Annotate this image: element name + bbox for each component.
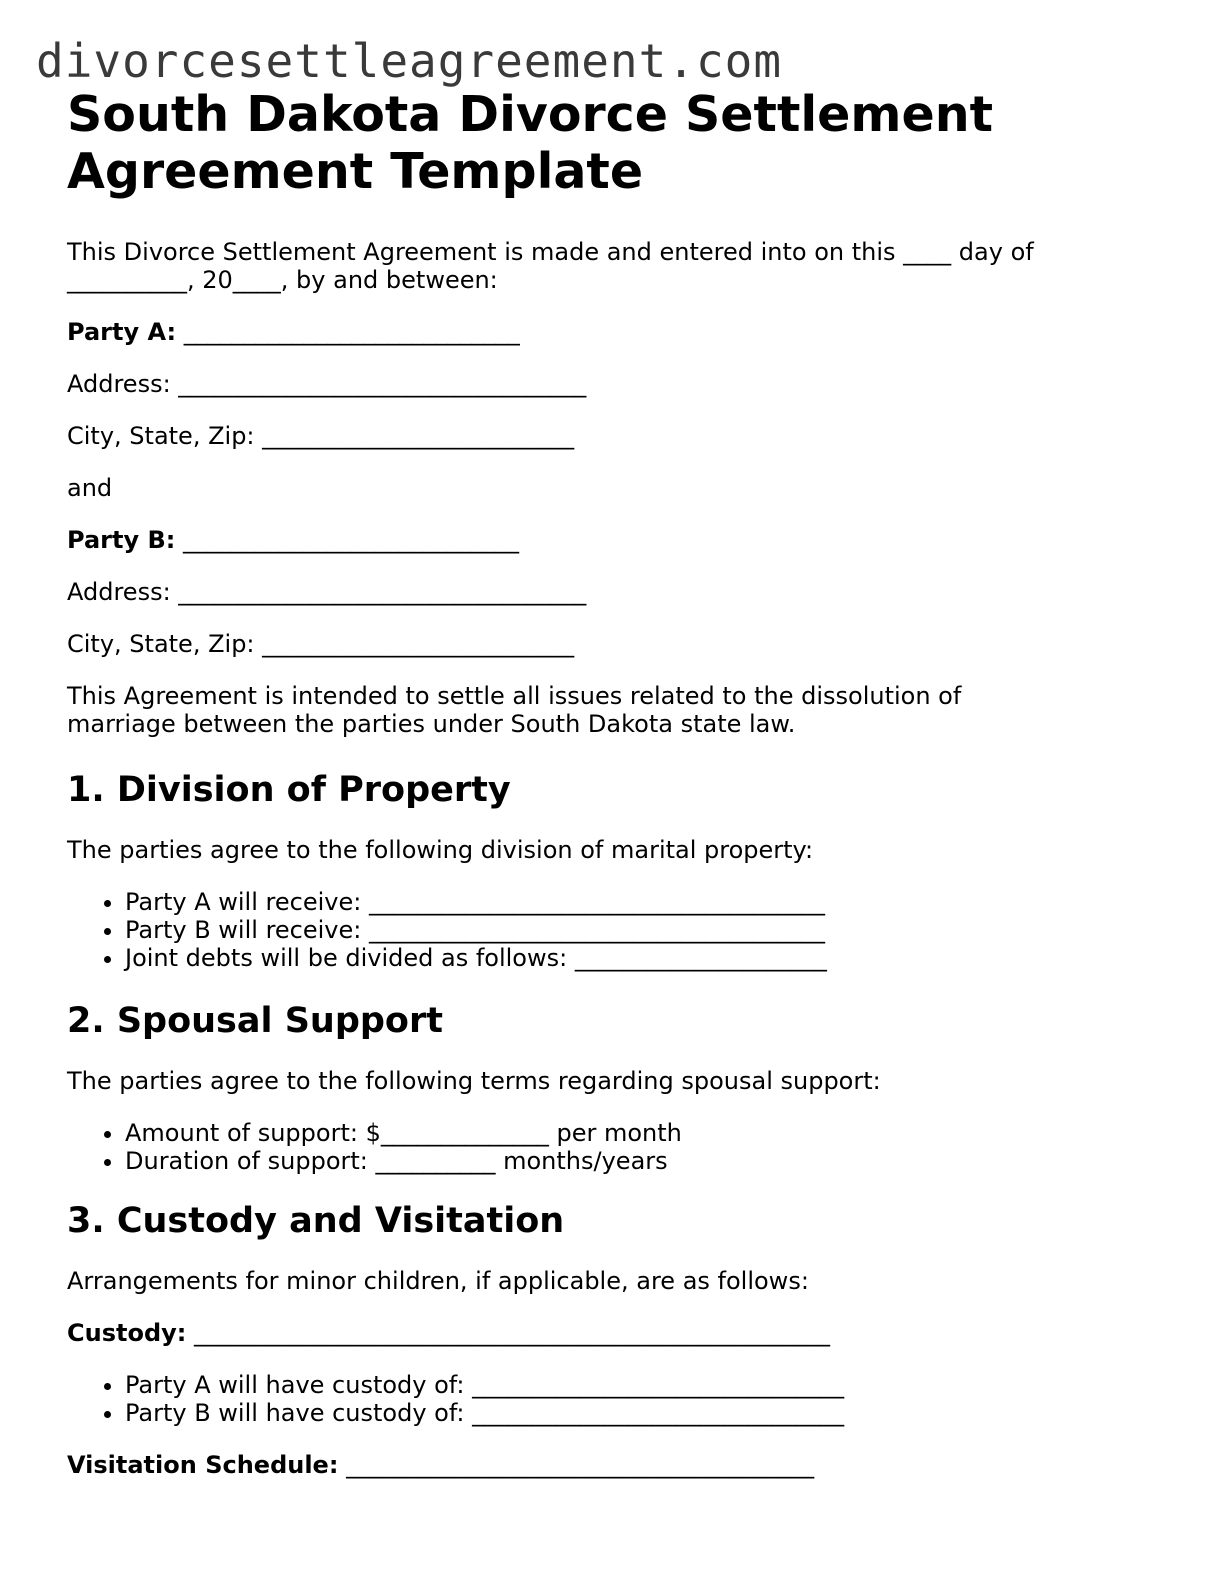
visitation-label: Visitation Schedule: bbox=[67, 1451, 339, 1479]
visitation-blank: _______________________________________ bbox=[346, 1451, 815, 1479]
list-item: • Amount of support: $______________ per month bbox=[125, 1119, 1157, 1147]
party-a-label: Party A: bbox=[67, 318, 177, 346]
party-a-address: Address: __________________________________ bbox=[67, 370, 587, 398]
visitation-field bbox=[67, 1451, 1157, 1479]
custody-label: Custody: bbox=[67, 1319, 187, 1347]
party-b-city-state-zip: City, State, Zip: __________________________ bbox=[67, 630, 575, 658]
document-title: South Dakota Divorce Settlement Agreement Template bbox=[67, 86, 993, 200]
list-item: • Joint debts will be divided as follows: _____________________ bbox=[125, 944, 1157, 972]
site-watermark: divorcesettleagreement.com bbox=[36, 34, 783, 88]
party-b-label: Party B: bbox=[67, 526, 176, 554]
custody-list bbox=[67, 1371, 1157, 1427]
and-connector: and bbox=[67, 474, 113, 502]
list-item: • Duration of support: __________ months/years bbox=[125, 1147, 1157, 1175]
intro-paragraph: This Divorce Settlement Agreement is made and entered into on this ____ day of __________, 20____, by and between: bbox=[67, 238, 1034, 294]
party-a-city-state-zip: City, State, Zip: __________________________ bbox=[67, 422, 575, 450]
list-item: • Party A will receive: ______________________________________ bbox=[125, 888, 1157, 916]
list-item: • Party B will have custody of: _______________________________ bbox=[125, 1399, 1157, 1427]
support-list bbox=[67, 1119, 1157, 1175]
property-list bbox=[67, 888, 1157, 972]
party-b-name-field bbox=[67, 526, 1157, 554]
purpose-paragraph: This Agreement is intended to settle all issues related to the dissolution of marriage between the parties under South Dakota state law. bbox=[67, 682, 962, 738]
custody-lead: Arrangements for minor children, if applicable, are as follows: bbox=[67, 1267, 809, 1295]
party-a-name-field bbox=[67, 318, 1157, 346]
party-a-name-blank: ____________________________ bbox=[183, 318, 520, 346]
list-item: • Party A will have custody of: _______________________________ bbox=[125, 1371, 1157, 1399]
section-heading-property: 1. Division of Property bbox=[67, 770, 511, 810]
section-heading-custody: 3. Custody and Visitation bbox=[67, 1201, 565, 1241]
section-heading-support: 2. Spousal Support bbox=[67, 1001, 443, 1041]
support-lead: The parties agree to the following terms regarding spousal support: bbox=[67, 1067, 881, 1095]
list-item: • Party B will receive: ______________________________________ bbox=[125, 916, 1157, 944]
party-b-name-blank: ____________________________ bbox=[182, 526, 519, 554]
document-body bbox=[67, 86, 1157, 1479]
party-b-address: Address: __________________________________ bbox=[67, 578, 587, 606]
custody-field bbox=[67, 1319, 1157, 1347]
custody-blank: _____________________________________________________ bbox=[194, 1319, 831, 1347]
property-lead: The parties agree to the following division of marital property: bbox=[67, 836, 814, 864]
